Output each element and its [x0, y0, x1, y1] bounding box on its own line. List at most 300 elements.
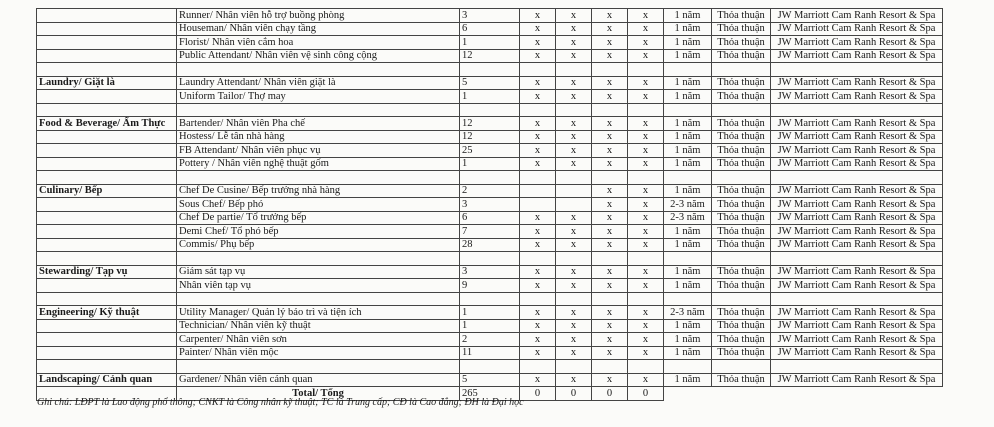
- department-cell: Food & Beverage/ Ẩm Thực: [37, 117, 177, 131]
- salary-cell: Thỏa thuận: [712, 279, 771, 293]
- duration-cell: 1 năm: [664, 117, 712, 131]
- duration-cell: [664, 292, 712, 306]
- total-tc: 0: [592, 387, 628, 401]
- level-ldpt-cell: x: [520, 346, 556, 360]
- level-tc-cell: [592, 292, 628, 306]
- position-cell: Bartender/ Nhân viên Pha chế: [177, 117, 460, 131]
- quantity-cell: 5: [460, 76, 520, 90]
- position-cell: Florist/ Nhân viên cắm hoa: [177, 36, 460, 50]
- table-row: [37, 157, 943, 171]
- quantity-cell: 12: [460, 117, 520, 131]
- duration-cell: 1 năm: [664, 157, 712, 171]
- level-ldpt-cell: x: [520, 319, 556, 333]
- location-cell: JW Marriott Cam Ranh Resort & Spa: [771, 22, 943, 36]
- salary-cell: Thỏa thuận: [712, 22, 771, 36]
- salary-cell: Thỏa thuận: [712, 346, 771, 360]
- quantity-cell: 1: [460, 36, 520, 50]
- level-cd-cell: x: [628, 198, 664, 212]
- level-ldpt-cell: x: [520, 144, 556, 158]
- location-cell: [771, 103, 943, 117]
- duration-cell: 1 năm: [664, 9, 712, 23]
- quantity-cell: [460, 103, 520, 117]
- level-cnkt-cell: x: [556, 265, 592, 279]
- level-ldpt-cell: [520, 63, 556, 77]
- level-cnkt-cell: x: [556, 130, 592, 144]
- quantity-cell: 1: [460, 306, 520, 320]
- location-cell: JW Marriott Cam Ranh Resort & Spa: [771, 157, 943, 171]
- level-tc-cell: [592, 252, 628, 266]
- duration-cell: 1 năm: [664, 184, 712, 198]
- level-tc-cell: x: [592, 144, 628, 158]
- department-cell: [37, 292, 177, 306]
- department-cell: [37, 252, 177, 266]
- level-ldpt-cell: [520, 171, 556, 185]
- level-cnkt-cell: x: [556, 49, 592, 63]
- location-cell: JW Marriott Cam Ranh Resort & Spa: [771, 238, 943, 252]
- position-cell: Giám sát tạp vụ: [177, 265, 460, 279]
- salary-cell: Thỏa thuận: [712, 211, 771, 225]
- position-cell: Painter/ Nhân viên mộc: [177, 346, 460, 360]
- duration-cell: 1 năm: [664, 373, 712, 387]
- level-ldpt-cell: [520, 198, 556, 212]
- level-tc-cell: x: [592, 9, 628, 23]
- table-row: [37, 144, 943, 158]
- level-ldpt-cell: x: [520, 36, 556, 50]
- total-cnkt: 0: [556, 387, 592, 401]
- salary-cell: Thỏa thuận: [712, 157, 771, 171]
- level-ldpt-cell: x: [520, 117, 556, 131]
- position-cell: Carpenter/ Nhân viên sơn: [177, 333, 460, 347]
- position-cell: FB Attendant/ Nhân viên phục vụ: [177, 144, 460, 158]
- level-ldpt-cell: x: [520, 9, 556, 23]
- salary-cell: [712, 63, 771, 77]
- salary-cell: Thỏa thuận: [712, 373, 771, 387]
- level-ldpt-cell: [520, 103, 556, 117]
- department-cell: [37, 103, 177, 117]
- duration-cell: 1 năm: [664, 265, 712, 279]
- salary-cell: Thỏa thuận: [712, 49, 771, 63]
- location-cell: JW Marriott Cam Ranh Resort & Spa: [771, 76, 943, 90]
- level-cnkt-cell: [556, 198, 592, 212]
- department-cell: [37, 36, 177, 50]
- position-cell: Commis/ Phụ bếp: [177, 238, 460, 252]
- total-label: Total/ Tổng: [177, 387, 460, 401]
- level-cnkt-cell: [556, 292, 592, 306]
- level-cd-cell: x: [628, 373, 664, 387]
- location-cell: JW Marriott Cam Ranh Resort & Spa: [771, 198, 943, 212]
- table-row: [37, 265, 943, 279]
- level-cnkt-cell: x: [556, 90, 592, 104]
- duration-cell: 1 năm: [664, 49, 712, 63]
- location-cell: JW Marriott Cam Ranh Resort & Spa: [771, 373, 943, 387]
- quantity-cell: [460, 360, 520, 374]
- location-cell: JW Marriott Cam Ranh Resort & Spa: [771, 211, 943, 225]
- level-ldpt-cell: x: [520, 211, 556, 225]
- level-ldpt-cell: x: [520, 22, 556, 36]
- level-cd-cell: x: [628, 238, 664, 252]
- quantity-cell: 1: [460, 157, 520, 171]
- department-cell: [37, 279, 177, 293]
- location-cell: JW Marriott Cam Ranh Resort & Spa: [771, 319, 943, 333]
- level-cd-cell: x: [628, 36, 664, 50]
- quantity-cell: 12: [460, 49, 520, 63]
- table-row: [37, 130, 943, 144]
- department-cell: [37, 9, 177, 23]
- level-cnkt-cell: x: [556, 9, 592, 23]
- location-cell: JW Marriott Cam Ranh Resort & Spa: [771, 36, 943, 50]
- position-cell: Houseman/ Nhân viên chạy tầng: [177, 22, 460, 36]
- table-row: [37, 76, 943, 90]
- table-row: [37, 373, 943, 387]
- level-tc-cell: x: [592, 279, 628, 293]
- department-cell: [37, 49, 177, 63]
- duration-cell: 1 năm: [664, 225, 712, 239]
- salary-cell: Thỏa thuận: [712, 238, 771, 252]
- duration-cell: 1 năm: [664, 36, 712, 50]
- salary-cell: Thỏa thuận: [712, 265, 771, 279]
- level-ldpt-cell: x: [520, 279, 556, 293]
- level-cnkt-cell: x: [556, 346, 592, 360]
- table-row: [37, 292, 943, 306]
- level-cnkt-cell: x: [556, 117, 592, 131]
- salary-cell: [712, 292, 771, 306]
- quantity-cell: [460, 63, 520, 77]
- level-tc-cell: [592, 171, 628, 185]
- salary-cell: Thỏa thuận: [712, 130, 771, 144]
- level-cnkt-cell: [556, 171, 592, 185]
- total-ldpt: 0: [520, 387, 556, 401]
- duration-cell: 1 năm: [664, 90, 712, 104]
- position-cell: [177, 252, 460, 266]
- level-cd-cell: x: [628, 76, 664, 90]
- duration-cell: 2-3 năm: [664, 198, 712, 212]
- total-cd: 0: [628, 387, 664, 401]
- level-ldpt-cell: x: [520, 130, 556, 144]
- position-cell: Gardener/ Nhân viên cảnh quan: [177, 373, 460, 387]
- position-cell: Chef De partie/ Tổ trưởng bếp: [177, 211, 460, 225]
- level-cd-cell: x: [628, 265, 664, 279]
- level-cd-cell: x: [628, 319, 664, 333]
- quantity-cell: 2: [460, 333, 520, 347]
- level-cd-cell: x: [628, 184, 664, 198]
- level-cd-cell: [628, 63, 664, 77]
- duration-cell: 1 năm: [664, 22, 712, 36]
- level-cd-cell: x: [628, 333, 664, 347]
- level-cnkt-cell: x: [556, 333, 592, 347]
- level-ldpt-cell: [520, 292, 556, 306]
- level-tc-cell: [592, 63, 628, 77]
- location-cell: JW Marriott Cam Ranh Resort & Spa: [771, 9, 943, 23]
- salary-cell: [712, 171, 771, 185]
- level-ldpt-cell: x: [520, 76, 556, 90]
- table-row: [37, 103, 943, 117]
- level-ldpt-cell: [520, 360, 556, 374]
- location-cell: JW Marriott Cam Ranh Resort & Spa: [771, 346, 943, 360]
- duration-cell: 1 năm: [664, 346, 712, 360]
- salary-cell: Thỏa thuận: [712, 198, 771, 212]
- department-cell: [37, 22, 177, 36]
- location-cell: JW Marriott Cam Ranh Resort & Spa: [771, 144, 943, 158]
- level-cnkt-cell: [556, 184, 592, 198]
- level-tc-cell: [592, 103, 628, 117]
- level-tc-cell: x: [592, 49, 628, 63]
- quantity-cell: 3: [460, 198, 520, 212]
- location-cell: [771, 292, 943, 306]
- department-cell: Laundry/ Giặt là: [37, 76, 177, 90]
- level-ldpt-cell: [520, 252, 556, 266]
- quantity-cell: 28: [460, 238, 520, 252]
- location-cell: JW Marriott Cam Ranh Resort & Spa: [771, 184, 943, 198]
- duration-cell: 1 năm: [664, 279, 712, 293]
- position-cell: Hostess/ Lễ tân nhà hàng: [177, 130, 460, 144]
- duration-cell: 1 năm: [664, 319, 712, 333]
- duration-cell: [664, 103, 712, 117]
- level-ldpt-cell: [520, 184, 556, 198]
- table-row: [37, 198, 943, 212]
- position-cell: [177, 171, 460, 185]
- department-cell: [37, 157, 177, 171]
- department-cell: Landscaping/ Cảnh quan: [37, 373, 177, 387]
- level-tc-cell: x: [592, 184, 628, 198]
- level-tc-cell: [592, 360, 628, 374]
- location-cell: JW Marriott Cam Ranh Resort & Spa: [771, 225, 943, 239]
- level-ldpt-cell: x: [520, 157, 556, 171]
- position-cell: Technician/ Nhân viên kỹ thuật: [177, 319, 460, 333]
- salary-cell: Thỏa thuận: [712, 76, 771, 90]
- level-tc-cell: x: [592, 22, 628, 36]
- salary-cell: Thỏa thuận: [712, 36, 771, 50]
- level-cd-cell: x: [628, 90, 664, 104]
- level-tc-cell: x: [592, 333, 628, 347]
- level-cd-cell: x: [628, 225, 664, 239]
- level-cnkt-cell: [556, 103, 592, 117]
- level-cnkt-cell: x: [556, 373, 592, 387]
- department-cell: [37, 130, 177, 144]
- table-row: [37, 333, 943, 347]
- table-row: [37, 184, 943, 198]
- duration-cell: [664, 171, 712, 185]
- duration-cell: 1 năm: [664, 144, 712, 158]
- department-cell: [37, 346, 177, 360]
- position-cell: [177, 360, 460, 374]
- level-cd-cell: [628, 171, 664, 185]
- department-cell: [37, 211, 177, 225]
- quantity-cell: 6: [460, 22, 520, 36]
- salary-cell: Thỏa thuận: [712, 144, 771, 158]
- footnote: Ghi chú: LĐPT là Lao động phổ thông; CNKT là Công nhân kỹ thuật; TC là Trung cấp; CĐ là Cao đẳng; ĐH là Đại học: [37, 397, 524, 408]
- level-tc-cell: x: [592, 198, 628, 212]
- level-cnkt-cell: x: [556, 144, 592, 158]
- salary-cell: [712, 103, 771, 117]
- salary-cell: Thỏa thuận: [712, 333, 771, 347]
- level-tc-cell: x: [592, 238, 628, 252]
- table-row: [37, 252, 943, 266]
- department-cell: [37, 238, 177, 252]
- level-cd-cell: x: [628, 22, 664, 36]
- table-row: [37, 319, 943, 333]
- duration-cell: 1 năm: [664, 238, 712, 252]
- position-cell: [177, 103, 460, 117]
- quantity-cell: 9: [460, 279, 520, 293]
- location-cell: JW Marriott Cam Ranh Resort & Spa: [771, 90, 943, 104]
- table-row: [37, 238, 943, 252]
- level-cnkt-cell: x: [556, 306, 592, 320]
- quantity-cell: [460, 292, 520, 306]
- level-ldpt-cell: x: [520, 90, 556, 104]
- location-cell: JW Marriott Cam Ranh Resort & Spa: [771, 265, 943, 279]
- level-cnkt-cell: [556, 63, 592, 77]
- salary-cell: Thỏa thuận: [712, 319, 771, 333]
- level-cd-cell: x: [628, 117, 664, 131]
- job-table: [36, 8, 943, 401]
- level-tc-cell: x: [592, 211, 628, 225]
- salary-cell: Thỏa thuận: [712, 90, 771, 104]
- table-row: [37, 49, 943, 63]
- quantity-cell: [460, 252, 520, 266]
- quantity-cell: 5: [460, 373, 520, 387]
- department-cell: Engineering/ Kỹ thuật: [37, 306, 177, 320]
- position-cell: Uniform Tailor/ Thợ may: [177, 90, 460, 104]
- department-cell: [37, 171, 177, 185]
- table-row: [37, 63, 943, 77]
- department-cell: [37, 333, 177, 347]
- quantity-cell: 25: [460, 144, 520, 158]
- salary-cell: Thỏa thuận: [712, 306, 771, 320]
- level-cnkt-cell: x: [556, 225, 592, 239]
- table-row: [37, 360, 943, 374]
- location-cell: [771, 360, 943, 374]
- table-row: [37, 346, 943, 360]
- department-cell: Stewarding/ Tạp vụ: [37, 265, 177, 279]
- position-cell: [177, 292, 460, 306]
- location-cell: JW Marriott Cam Ranh Resort & Spa: [771, 306, 943, 320]
- table-row: [37, 36, 943, 50]
- level-cnkt-cell: x: [556, 22, 592, 36]
- level-tc-cell: x: [592, 346, 628, 360]
- quantity-cell: 2: [460, 184, 520, 198]
- salary-cell: [712, 252, 771, 266]
- quantity-cell: [460, 171, 520, 185]
- table-row: [37, 306, 943, 320]
- level-ldpt-cell: x: [520, 265, 556, 279]
- level-ldpt-cell: x: [520, 49, 556, 63]
- level-tc-cell: x: [592, 265, 628, 279]
- level-tc-cell: x: [592, 306, 628, 320]
- level-cd-cell: [628, 252, 664, 266]
- level-cd-cell: x: [628, 157, 664, 171]
- level-ldpt-cell: x: [520, 373, 556, 387]
- level-cd-cell: x: [628, 306, 664, 320]
- location-cell: JW Marriott Cam Ranh Resort & Spa: [771, 130, 943, 144]
- quantity-cell: 12: [460, 130, 520, 144]
- table-row: [37, 279, 943, 293]
- level-ldpt-cell: x: [520, 306, 556, 320]
- total-quantity: 265: [460, 387, 520, 401]
- location-cell: JW Marriott Cam Ranh Resort & Spa: [771, 333, 943, 347]
- location-cell: JW Marriott Cam Ranh Resort & Spa: [771, 117, 943, 131]
- level-cnkt-cell: x: [556, 279, 592, 293]
- location-cell: [771, 252, 943, 266]
- level-cnkt-cell: [556, 252, 592, 266]
- location-cell: [771, 63, 943, 77]
- duration-cell: 2-3 năm: [664, 306, 712, 320]
- position-cell: Demi Chef/ Tổ phó bếp: [177, 225, 460, 239]
- department-cell: [37, 144, 177, 158]
- level-cd-cell: x: [628, 9, 664, 23]
- salary-cell: Thỏa thuận: [712, 225, 771, 239]
- location-cell: JW Marriott Cam Ranh Resort & Spa: [771, 279, 943, 293]
- table-row: [37, 211, 943, 225]
- level-cd-cell: x: [628, 144, 664, 158]
- department-cell: [37, 90, 177, 104]
- position-cell: Nhân viên tạp vụ: [177, 279, 460, 293]
- level-tc-cell: x: [592, 319, 628, 333]
- duration-cell: 1 năm: [664, 333, 712, 347]
- table-row: [37, 9, 943, 23]
- table-row: [37, 22, 943, 36]
- level-tc-cell: x: [592, 90, 628, 104]
- salary-cell: Thỏa thuận: [712, 9, 771, 23]
- duration-cell: [664, 360, 712, 374]
- level-tc-cell: x: [592, 36, 628, 50]
- location-cell: [771, 171, 943, 185]
- position-cell: Public Attendant/ Nhân viên vệ sinh công cộng: [177, 49, 460, 63]
- level-cd-cell: [628, 292, 664, 306]
- location-cell: JW Marriott Cam Ranh Resort & Spa: [771, 49, 943, 63]
- duration-cell: 1 năm: [664, 130, 712, 144]
- level-cd-cell: [628, 360, 664, 374]
- level-tc-cell: x: [592, 130, 628, 144]
- level-tc-cell: x: [592, 117, 628, 131]
- quantity-cell: 3: [460, 265, 520, 279]
- level-cd-cell: [628, 103, 664, 117]
- department-cell: [37, 63, 177, 77]
- position-cell: Sous Chef/ Bếp phó: [177, 198, 460, 212]
- quantity-cell: 1: [460, 90, 520, 104]
- level-cd-cell: x: [628, 49, 664, 63]
- position-cell: Laundry Attendant/ Nhân viên giặt là: [177, 76, 460, 90]
- table-row: [37, 225, 943, 239]
- level-cd-cell: x: [628, 211, 664, 225]
- quantity-cell: 11: [460, 346, 520, 360]
- level-tc-cell: x: [592, 373, 628, 387]
- level-tc-cell: x: [592, 76, 628, 90]
- department-cell: [37, 198, 177, 212]
- level-ldpt-cell: x: [520, 225, 556, 239]
- department-cell: Culinary/ Bếp: [37, 184, 177, 198]
- level-cd-cell: x: [628, 346, 664, 360]
- quantity-cell: 3: [460, 9, 520, 23]
- position-cell: Utility Manager/ Quản lý bảo trì và tiện ích: [177, 306, 460, 320]
- level-cnkt-cell: x: [556, 157, 592, 171]
- table-row: [37, 90, 943, 104]
- salary-cell: Thỏa thuận: [712, 184, 771, 198]
- level-cnkt-cell: [556, 360, 592, 374]
- level-cnkt-cell: x: [556, 36, 592, 50]
- level-cnkt-cell: x: [556, 319, 592, 333]
- level-cnkt-cell: x: [556, 211, 592, 225]
- level-ldpt-cell: x: [520, 238, 556, 252]
- duration-cell: 2-3 năm: [664, 211, 712, 225]
- level-cd-cell: x: [628, 279, 664, 293]
- position-cell: Chef De Cusine/ Bếp trưởng nhà hàng: [177, 184, 460, 198]
- quantity-cell: 1: [460, 319, 520, 333]
- level-tc-cell: x: [592, 225, 628, 239]
- salary-cell: [712, 360, 771, 374]
- duration-cell: 1 năm: [664, 76, 712, 90]
- department-cell: [37, 360, 177, 374]
- position-cell: [177, 63, 460, 77]
